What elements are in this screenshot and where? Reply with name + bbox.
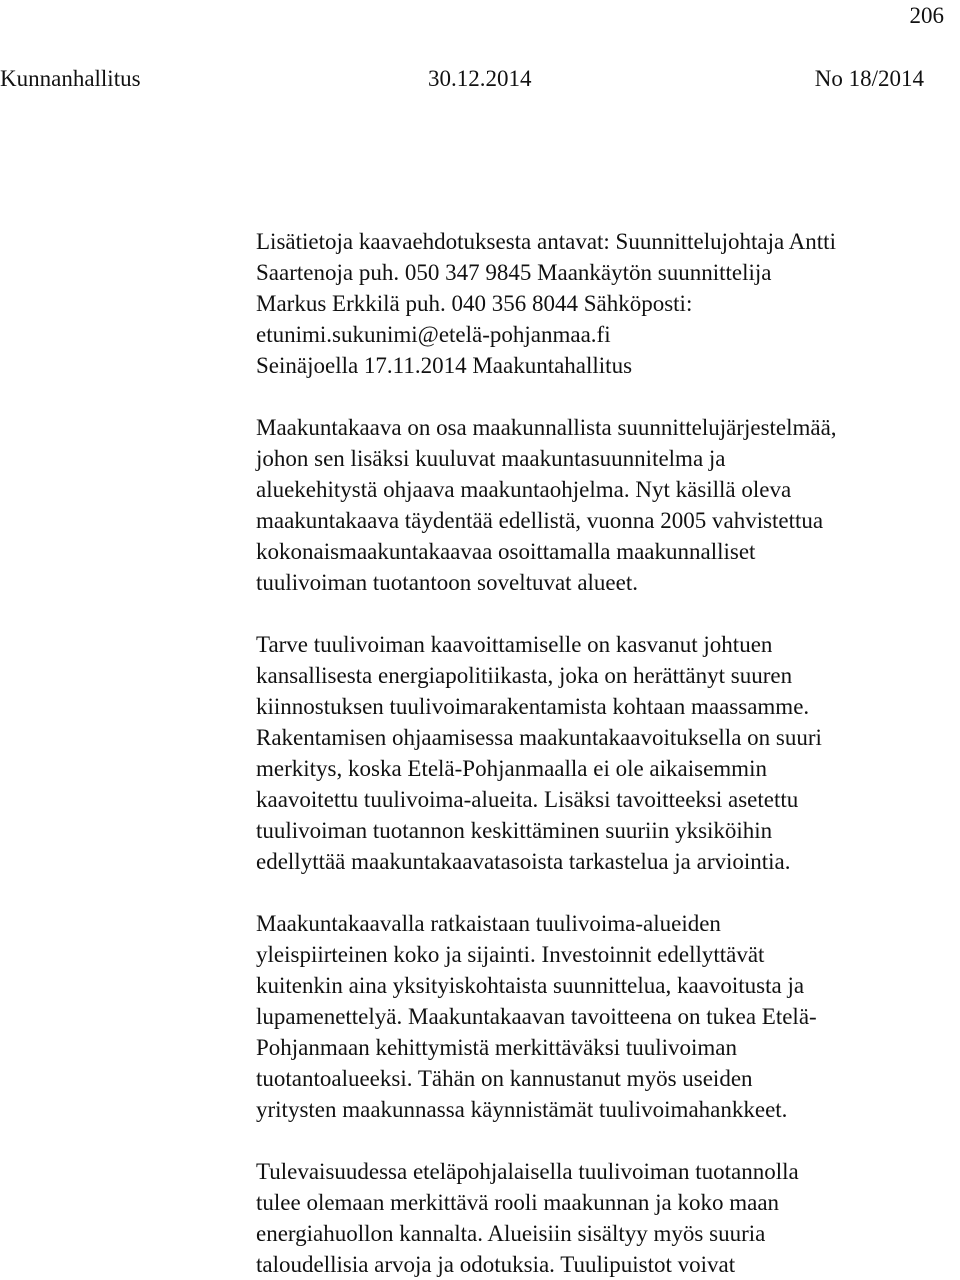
location-line: Seinäjoella 17.11.2014 Maakuntahallitus bbox=[256, 353, 633, 378]
paragraph-line: Pohjanmaan kehittymistä merkittäväksi tuulivoiman bbox=[256, 1035, 738, 1060]
document-header bbox=[0, 64, 946, 94]
paragraph-2 bbox=[256, 629, 960, 877]
header-date: 30.12.2014 bbox=[428, 66, 532, 91]
paragraph-line: kuitenkin aina yksityiskohtaista suunnittelua, kaavoitusta ja bbox=[256, 973, 805, 998]
paragraph-line: maakuntakaava täydentää edellistä, vuonna 2005 vahvistettua bbox=[256, 508, 824, 533]
paragraph-line: lupamenettelyä. Maakuntakaavan tavoitteena on tukea Etelä- bbox=[256, 1004, 817, 1029]
paragraph-line: Maakuntakaava on osa maakunnallista suunnittelujärjestelmää, bbox=[256, 415, 837, 440]
document-body bbox=[256, 226, 960, 1280]
paragraph-line: tulee olemaan merkittävä rooli maakunnan ja koko maan bbox=[256, 1190, 780, 1215]
paragraph-line: Tulevaisuudessa eteläpohjalaisella tuulivoiman tuotannolla bbox=[256, 1159, 799, 1184]
paragraph-line: taloudellisia arvoja ja odotuksia. Tuulipuistot voivat bbox=[256, 1252, 736, 1277]
paragraph-4 bbox=[256, 1156, 960, 1280]
paragraph-line: tuotantoalueeksi. Tähän on kannustanut myös useiden bbox=[256, 1066, 753, 1091]
paragraph-line: edellyttää maakuntakaavatasoista tarkastelua ja arviointia. bbox=[256, 849, 791, 874]
contact-line: Saartenoja puh. 050 347 9845 Maankäytön suunnittelija bbox=[256, 260, 772, 285]
paragraph-line: Rakentamisen ohjaamisessa maakuntakaavoituksella on suuri bbox=[256, 725, 822, 750]
paragraph-line: johon sen lisäksi kuuluvat maakuntasuunnitelma ja bbox=[256, 446, 726, 471]
paragraph-3 bbox=[256, 908, 960, 1125]
paragraph-1 bbox=[256, 412, 960, 598]
paragraph-line: kokonaismaakuntakaavaa osoittamalla maakunnalliset bbox=[256, 539, 756, 564]
paragraph-line: aluekehitystä ohjaava maakuntaohjelma. Nyt käsillä oleva bbox=[256, 477, 792, 502]
paragraph-line: energiahuollon kannalta. Alueisiin sisältyy myös suuria bbox=[256, 1221, 766, 1246]
paragraph-line: Tarve tuulivoiman kaavoittamiselle on kasvanut johtuen bbox=[256, 632, 773, 657]
contact-line: Lisätietoja kaavaehdotuksesta antavat: Suunnittelujohtaja Antti bbox=[256, 229, 836, 254]
paragraph-line: tuulivoiman tuotannon keskittäminen suuriin yksiköihin bbox=[256, 818, 773, 843]
paragraph-line: tuulivoiman tuotantoon soveltuvat alueet. bbox=[256, 570, 638, 595]
contact-line: etunimi.sukunimi@etelä-pohjanmaa.fi bbox=[256, 322, 611, 347]
paragraph-line: kiinnostuksen tuulivoimarakentamista kohtaan maassamme. bbox=[256, 694, 810, 719]
header-organization: Kunnanhallitus bbox=[0, 66, 141, 91]
paragraph-line: kaavoitettu tuulivoima-alueita. Lisäksi tavoitteeksi asetettu bbox=[256, 787, 799, 812]
paragraph-line: merkitys, koska Etelä-Pohjanmaalla ei ole aikaisemmin bbox=[256, 756, 767, 781]
header-meeting-number: No 18/2014 bbox=[814, 66, 924, 91]
contact-line: Markus Erkkilä puh. 040 356 8044 Sähköposti: bbox=[256, 291, 693, 316]
paragraph-line: kansallisesta energiapolitiikasta, joka on herättänyt suuren bbox=[256, 663, 793, 688]
paragraph-line: yleispiirteinen koko ja sijainti. Investoinnit edellyttävät bbox=[256, 942, 765, 967]
location-date-line bbox=[256, 350, 960, 381]
page-number: 206 bbox=[909, 3, 944, 28]
paragraph-line: Maakuntakaavalla ratkaistaan tuulivoima-alueiden bbox=[256, 911, 721, 936]
paragraph-line: yritysten maakunnassa käynnistämät tuulivoimahankkeet. bbox=[256, 1097, 788, 1122]
contact-info bbox=[256, 226, 960, 350]
